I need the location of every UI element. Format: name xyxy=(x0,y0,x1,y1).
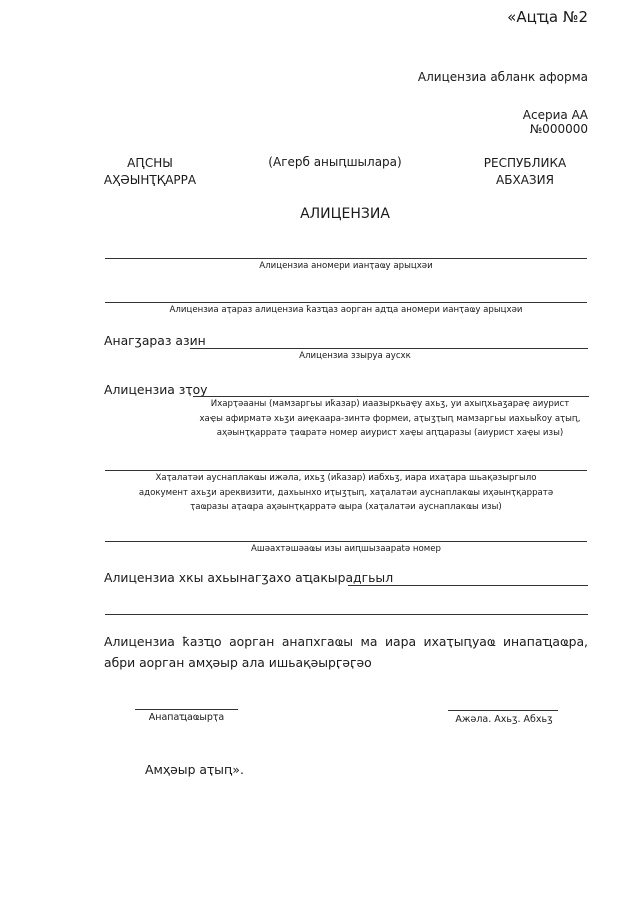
entrepreneur-caption-line2: адокумент ахьӡи ареквизити, дахьынхо иҭыӡҭыԥ, хаҭалатәи ауснаплакҩы иҳәынҭқарратә xyxy=(138,487,554,498)
country-russian xyxy=(465,155,585,189)
name-line xyxy=(448,710,558,711)
holder-label: Алицензиа зҭоу xyxy=(104,382,208,397)
form-title: Алицензиа абланк аформа xyxy=(417,70,588,84)
validity-line-2 xyxy=(105,614,588,615)
validity-label: Алицензиа хкы ахьынагӡахо аҵакырадгьыл xyxy=(104,570,394,585)
entrepreneur-caption-line3: ҭаҩразы аҭаҩра аҳәынҭқарратә ҩыра (хаҭалатәи ауснаплакҩы изы) xyxy=(190,502,502,512)
holder-caption xyxy=(185,397,595,441)
signature-statement: Алицензиа ҟазҵо аорган анапхгаҩы ма иара ихаҭыԥуаҩ инапаҵаҩра, абри аорган амҳәыр ала ишьақәырӷәӷәо xyxy=(104,634,588,670)
license-body-caption: Алицензиа аҭараз алицензиа ҟазҵаз аорган адҵа аномери ианҭаҩу арыцхәи xyxy=(169,305,523,315)
signature-line xyxy=(135,709,238,710)
validity-line xyxy=(348,585,588,586)
country-abkhaz-line2: АҲӘЫНҬҚАРРА xyxy=(103,173,197,187)
holder-caption-line2: хаҿы афирматә хьӡи аиҿкаара-зинтә формеи, аҭыӡҭыԥ мамзаргьы иахьыҟоу аҭыԥ, xyxy=(199,413,581,424)
document-title: АЛИЦЕНЗИА xyxy=(300,206,390,222)
taxpayer-caption: Ашәахтәшәаҩы изы аиԥшызаарatә номер xyxy=(251,544,441,554)
license-reg-number-caption: Алицензиа аномери ианҭаҩу арыцхәи xyxy=(259,261,433,271)
entrepreneur-caption-line1: Хаҭалатәи ауснаплакҩы ижәла, ихьӡ (иҟазар) иабхьӡ, иара ихаҭара шьақәзыргыло xyxy=(155,473,537,483)
entrepreneur-caption xyxy=(105,471,587,515)
activity-caption: Алицензиа ззыруа аусхк xyxy=(299,351,411,361)
country-abkhaz xyxy=(90,155,210,189)
country-russian-line2: АБХАЗИЯ xyxy=(496,173,554,187)
emblem-placeholder: (Агерб аныԥшылара) xyxy=(268,155,402,169)
country-russian-line1: РЕСПУБЛИКА xyxy=(483,156,567,170)
appendix-label: «Ацҵа №2 xyxy=(507,8,588,26)
name-caption: Ажәла. Ахьӡ. Абхьӡ xyxy=(455,714,553,725)
form-number: №000000 xyxy=(529,122,588,136)
activity-label: Анагӡараз азин xyxy=(104,333,206,348)
country-abkhaz-line1: АԤСНЫ xyxy=(127,156,173,170)
holder-caption-line3: аҳәынҭқарратә ҭаҩратә номер аиурист хаҿы аԥҵаразы (аиурист хаҿы изы) xyxy=(216,428,564,438)
stamp-place: Амҳәыр аҭыԥ». xyxy=(145,762,244,777)
holder-caption-line1: Ихарҭәааны (мамзаргьы иҟазар) иаазыркьаҿу ахьӡ, уи ахыԥхьаӡараҿ аиурист xyxy=(210,399,570,409)
series-label: Асериа АА xyxy=(522,108,588,122)
signature-caption: Анапаҵаҩырҭа xyxy=(148,712,225,723)
